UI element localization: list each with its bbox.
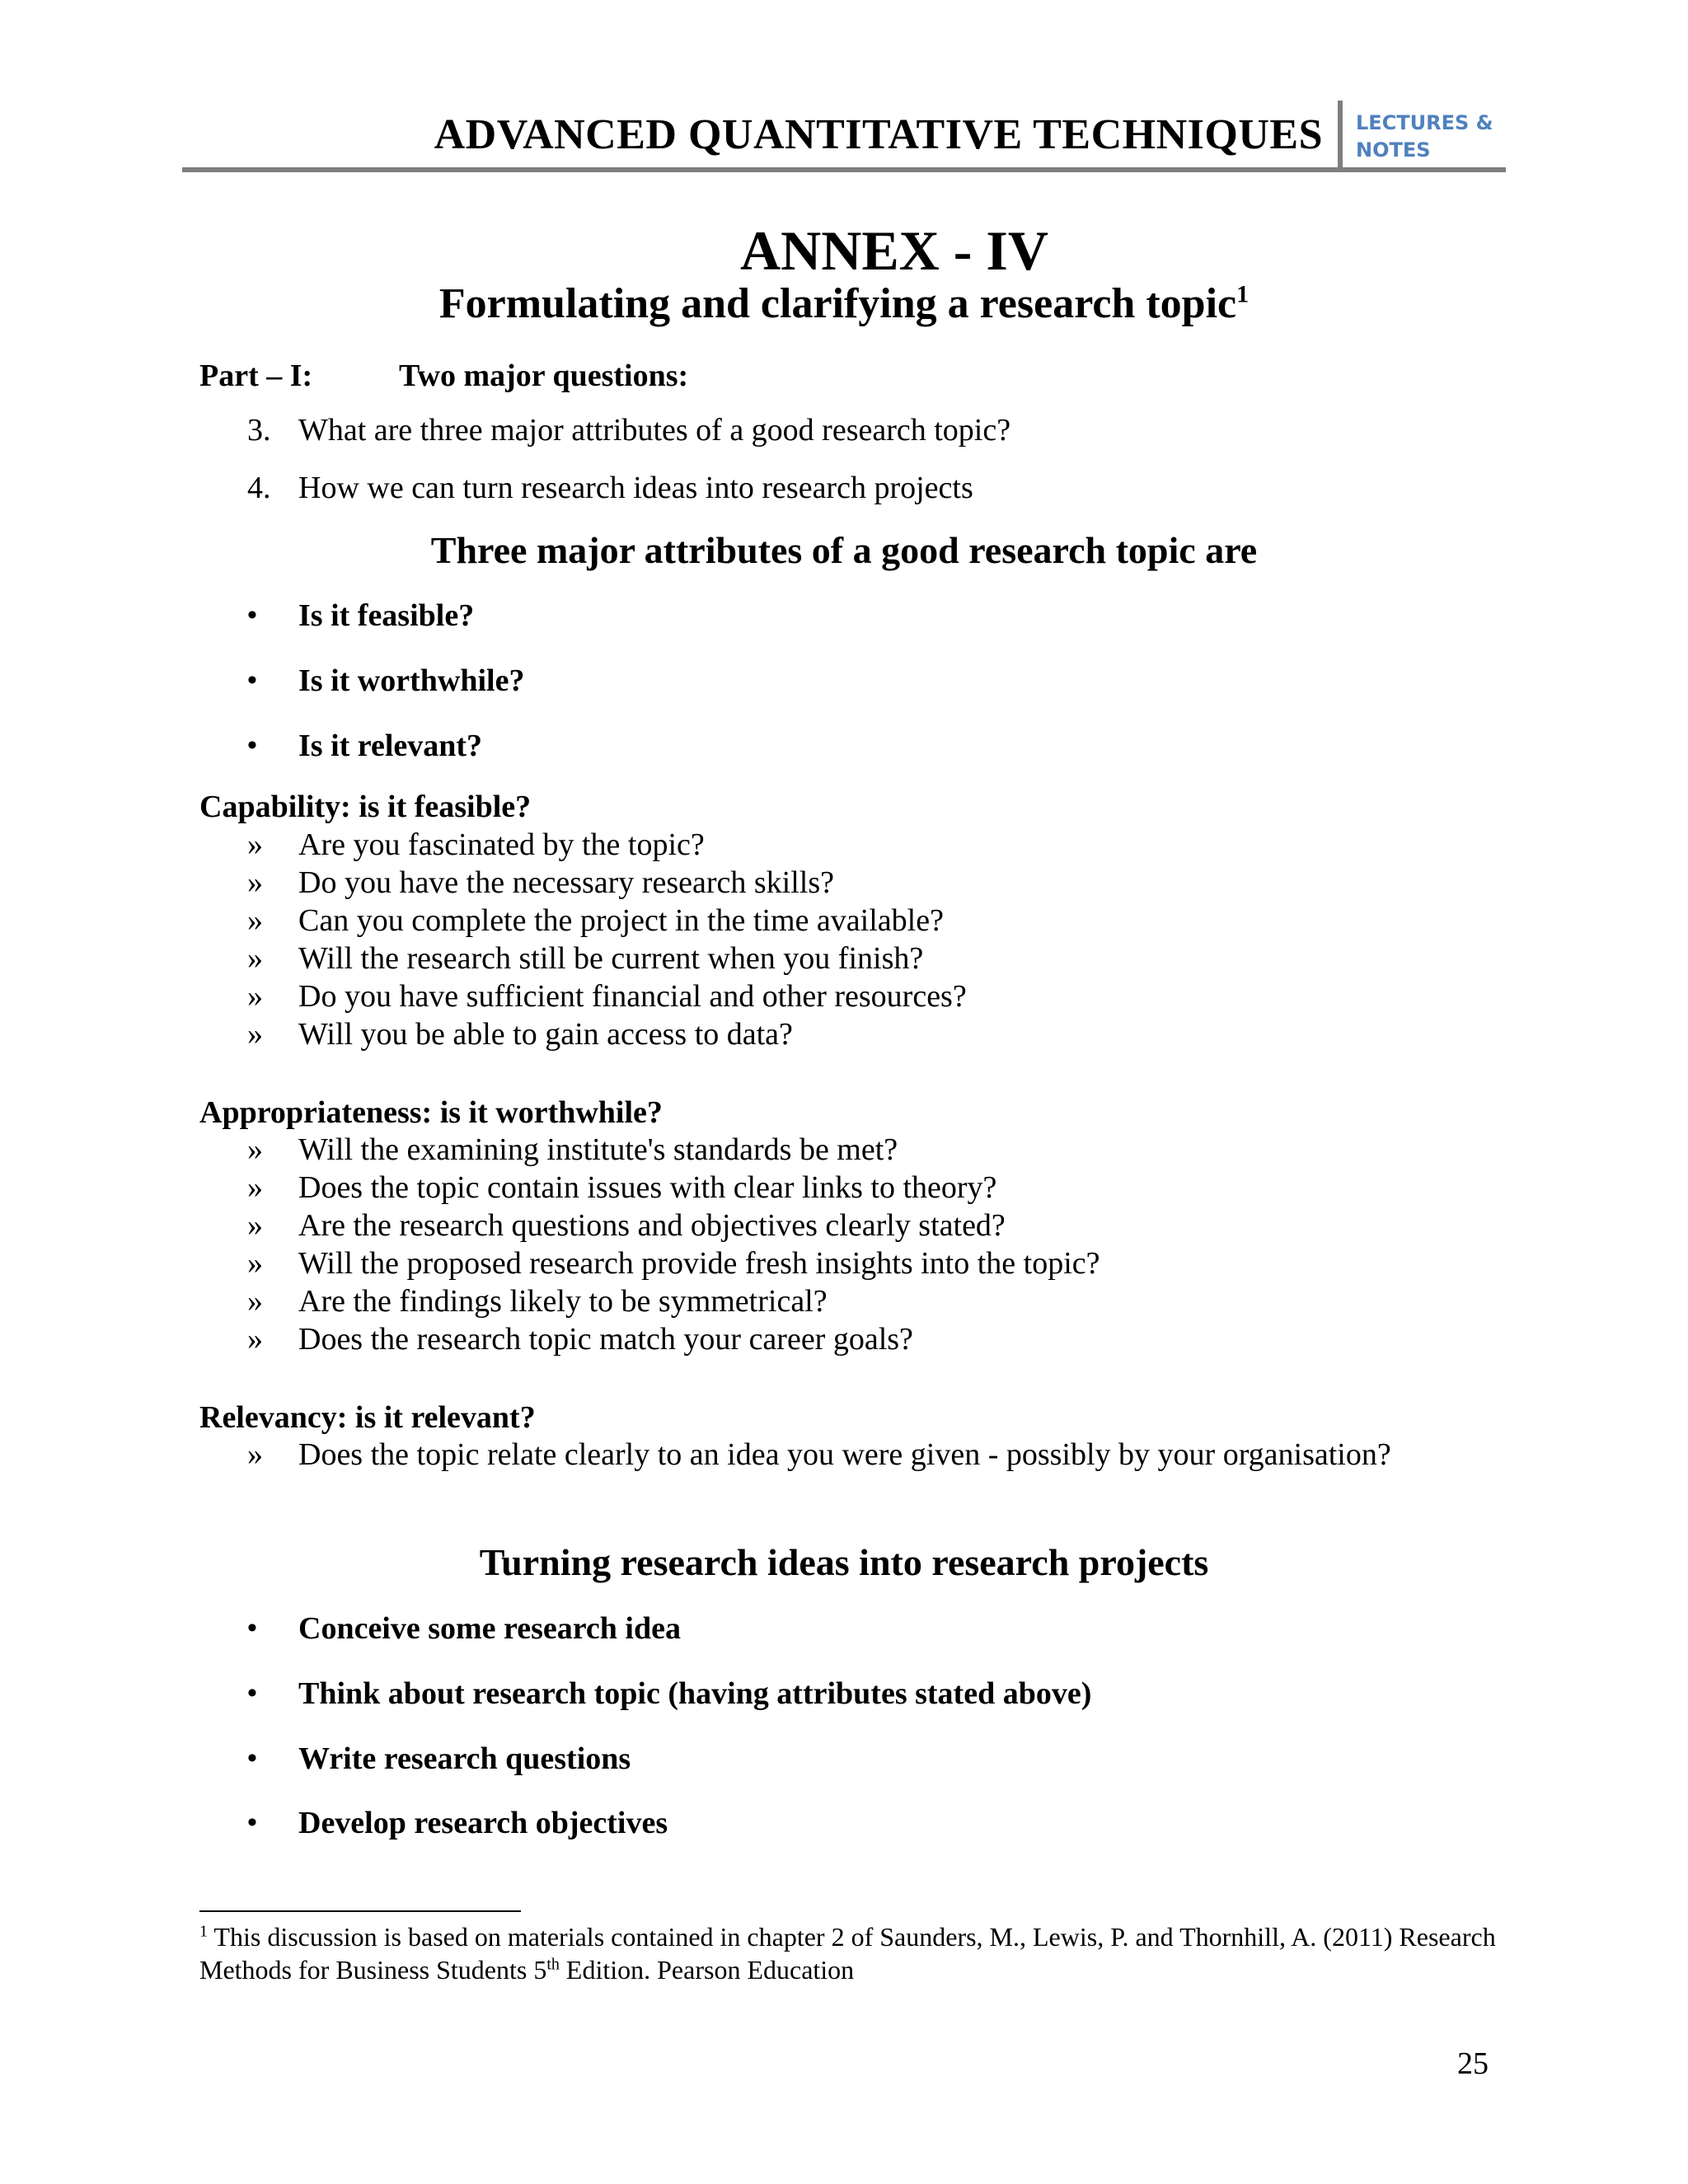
bullet-glyph: • [247,665,257,696]
footnote-marker: 1 [199,1922,208,1941]
header-rule [182,167,1506,172]
annex-subtitle-text: Formulating and clarifying a research topic [438,280,1237,327]
turning-text: Conceive some research idea [298,1611,681,1646]
footnote-text-1: This discussion is based on materials contained in chapter 2 of Saunders, M., Lewis, P. and Thornhill, A. (2011) Research Methods for Business Students 5 [199,1922,1496,1985]
annex-subtitle [0,275,1688,333]
appropriateness-text: Are the findings likely to be symmetrical? [298,1284,828,1319]
header-divider [1338,101,1343,171]
turning-text: Develop research objectives [298,1806,668,1840]
bullet-glyph: • [247,1613,257,1643]
chevron-glyph: » [247,979,263,1014]
footnote-superscript: th [546,1955,560,1974]
bullet-glyph: • [247,1743,257,1774]
turning-text: Write research questions [298,1741,631,1776]
relevancy-text: Does the topic relate clearly to an idea you were given - possibly by your organisation? [298,1437,1391,1472]
appropriateness-heading: Appropriateness: is it worthwhile? [199,1095,663,1130]
chevron-glyph: » [247,1132,263,1167]
chevron-glyph: » [247,865,263,900]
appropriateness-text: Does the topic contain issues with clear links to theory? [298,1170,997,1205]
header-side-line2: NOTES [1356,138,1431,162]
footnote-ref: 1 [1236,280,1250,308]
attribute-text: Is it worthwhile? [298,663,525,698]
capability-text: Are you fascinated by the topic? [298,827,705,862]
capability-text: Will you be able to gain access to data? [298,1017,793,1052]
capability-heading: Capability: is it feasible? [199,790,532,824]
capability-text: Do you have sufficient financial and other resources? [298,979,967,1014]
turning-heading: Turning research ideas into research projects [479,1541,1209,1583]
chevron-glyph: » [247,1208,263,1243]
footnote-text-2: Edition. Pearson Education [559,1955,855,1985]
header-title: ADVANCED QUANTITATIVE TECHNIQUES [434,111,1323,158]
chevron-glyph: » [247,1246,263,1281]
appropriateness-text: Will the proposed research provide fresh insights into the topic? [298,1246,1100,1281]
chevron-glyph: » [247,941,263,976]
chevron-glyph: » [247,903,263,938]
question-number: 3. [247,413,271,448]
chevron-glyph: » [247,827,263,862]
chevron-glyph: » [247,1170,263,1205]
appropriateness-text: Will the examining institute's standards be met? [298,1132,898,1167]
attributes-heading: Three major attributes of a good research topic are [430,529,1258,571]
chevron-glyph: » [247,1017,263,1052]
chevron-glyph: » [247,1322,263,1357]
footnote-rule [199,1910,521,1912]
capability-text: Can you complete the project in the time available? [298,903,944,938]
appropriateness-text: Does the research topic match your career goals? [298,1322,913,1357]
appropriateness-text: Are the research questions and objectives clearly stated? [298,1208,1006,1243]
relevancy-heading: Relevancy: is it relevant? [199,1400,536,1435]
question-text: What are three major attributes of a good research topic? [298,413,1011,448]
part-heading: Two major questions: [399,359,689,393]
bullet-glyph: • [247,730,257,761]
part-label: Part – I: [199,359,313,393]
chevron-glyph: » [247,1284,263,1319]
capability-text: Do you have the necessary research skills? [298,865,834,900]
footnote [199,1920,1535,1986]
question-number: 4. [247,471,271,505]
bullet-glyph: • [247,1807,257,1838]
capability-text: Will the research still be current when you finish? [298,941,924,976]
header-side-line1: LECTURES & [1356,111,1493,134]
header-side-label [1356,110,1521,164]
question-text: How we can turn research ideas into research projects [298,471,973,505]
bullet-glyph: • [247,600,257,630]
annex-title: ANNEX - IV [740,219,1048,282]
chevron-glyph: » [247,1437,263,1472]
turning-text: Think about research topic (having attributes stated above) [298,1676,1092,1711]
attribute-text: Is it feasible? [298,598,475,633]
bullet-glyph: • [247,1678,257,1708]
attribute-text: Is it relevant? [298,729,483,763]
page-number: 25 [1457,2046,1489,2081]
